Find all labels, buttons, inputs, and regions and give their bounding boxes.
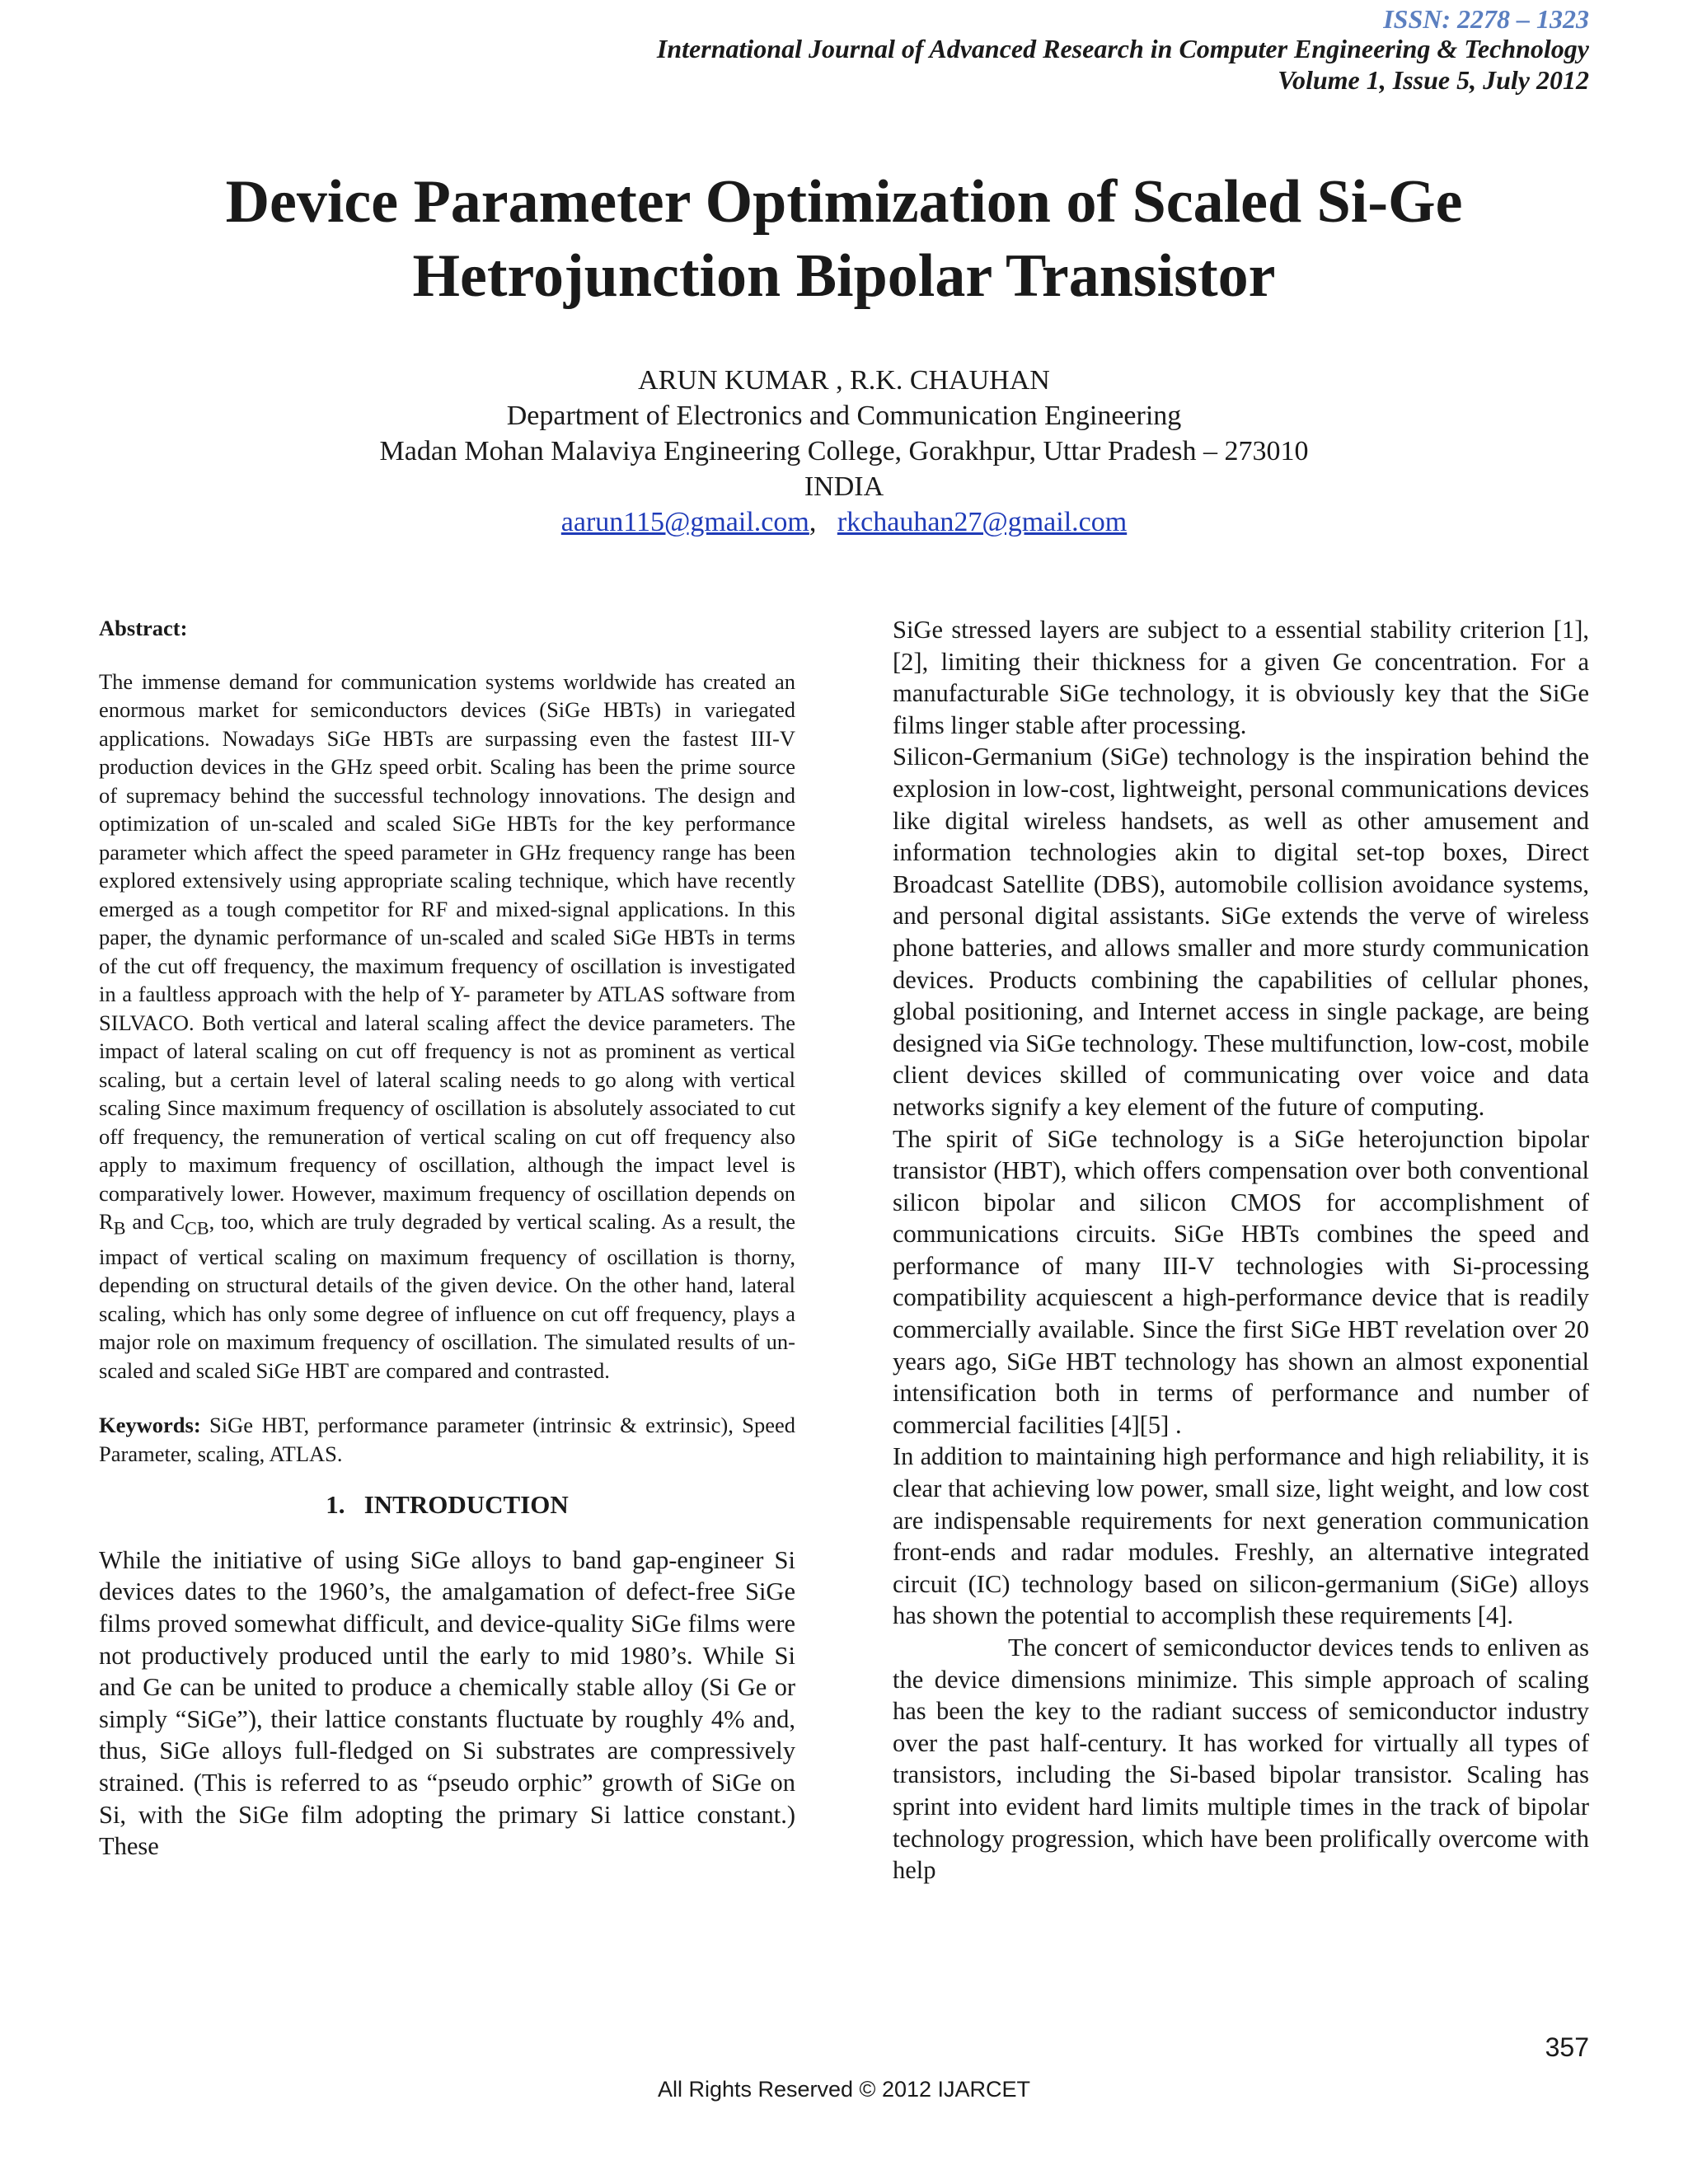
author-block	[99, 363, 1589, 540]
paper-title	[99, 165, 1589, 313]
volume-issue: Volume 1, Issue 5, July 2012	[1278, 65, 1589, 95]
keywords	[99, 1411, 795, 1468]
title-line-1: Device Parameter Optimization of Scaled Si-Ge	[225, 168, 1463, 236]
left-column	[99, 614, 795, 1863]
body-paragraph: The spirit of SiGe technology is a SiGe heterojunction bipolar transistor (HBT), which offers compensation over both conventional silicon bipolar and silicon CMOS for accomplishment of communications circuits. SiGe HBTs combines the speed and performance of many III-V technologies with Si-processing compatibility acquiescent a high-performance device that is readily commercially available. Since the first SiGe HBT revelation over 20 years ago, SiGe HBT technology has shown an almost exponential intensification both in terms of performance and number of commercial facilities [4][5] .	[893, 1124, 1589, 1439]
subscript-cb: CB	[185, 1217, 209, 1239]
journal-name: International Journal of Advanced Research in Computer Engineering & Technology	[656, 34, 1589, 63]
issn-header: ISSN: 2278 – 1323	[1383, 4, 1589, 34]
abstract-heading: Abstract:	[99, 616, 188, 640]
intro-paragraph: While the initiative of using SiGe alloys to band gap-engineer Si devices dates to the 1960’s, the amalgamation of defect-free SiGe films proved somewhat difficult, and device-quality SiGe films were not productively produced until the early to mid 1980’s. While Si and Ge can be united to produce a chemically stable alloy (Si Ge or simply “SiGe”), their lattice constants fluctuate by roughly 4% and, thus, SiGe alloys full-fledged on Si substrates are compressively strained. (This is referred to as “pseudo orphic” growth of SiGe on Si, with the SiGe film adopting the primary Si lattice constant.) These	[99, 1545, 795, 1861]
section-heading-introduction: 1. INTRODUCTION	[326, 1490, 569, 1520]
right-column	[893, 614, 1589, 1886]
abstract-text-and: and C	[125, 1209, 185, 1234]
email-separator: ,	[809, 507, 817, 537]
keywords-label: Keywords:	[99, 1413, 201, 1438]
title-line-2: Hetrojunction Bipolar Transistor	[412, 242, 1276, 310]
email-link-1[interactable]: aarun115@gmail.com	[560, 507, 809, 537]
body-paragraph: The concert of semiconductor devices tends to enliven as the device dimensions minimize. This simple approach of scaling has been the key to the radiant success of semiconductor industry over the past half-century. It has worked for virtually all types of transistors, including the Si-based bipolar transistor. Scaling has sprint into evident hard limits multiple times in the track of bipolar technology progression, which have been prolifically overcome with help	[893, 1633, 1589, 1885]
body-paragraph: In addition to maintaining high performance and high reliability, it is clear that achieving low power, small size, light weight, and low cost are indispensable requirements for next generation communication front-ends and radar modules. Freshly, an alternative integrated circuit (IC) technology based on silicon-germanium (SiGe) alloys has shown the potential to accomplish these requirements [4].	[893, 1442, 1589, 1630]
author-college: Madan Mohan Malaviya Engineering College, Gorakhpur, Uttar Pradesh – 273010	[379, 436, 1309, 466]
author-names: ARUN KUMAR , R.K. CHAUHAN	[638, 365, 1050, 396]
abstract-text	[99, 668, 795, 1385]
author-department: Department of Electronics and Communication Engineering	[506, 401, 1182, 431]
author-country: INDIA	[804, 471, 884, 502]
abstract-text-part2: , too, which are truly degraded by vertical scaling. As a result, the impact of vertical scaling on maximum frequency of oscillation is thorny, depending on structural details of the given device. On the other hand, lateral scaling, which has only some degree of influence on cut off frequency, plays a major role on maximum frequency of oscillation. The simulated results of un-scaled and scaled SiGe HBT are compared and contrasted.	[99, 1209, 795, 1383]
author-emails	[99, 504, 1589, 540]
subscript-b: B	[113, 1217, 126, 1239]
page-number: 357	[1545, 2032, 1589, 2062]
keywords-text: SiGe HBT, performance parameter (intrinsic & extrinsic), Speed Parameter, scaling, ATLAS.	[99, 1413, 795, 1466]
body-paragraph: Silicon-Germanium (SiGe) technology is the inspiration behind the explosion in low-cost, lightweight, personal communications devices like digital wireless handsets, as well as other amusement and information technologies akin to digital set-top boxes, Direct Broadcast Satellite (DBS), automobile collision avoidance systems, and personal digital assistants. SiGe extends the verve of wireless phone batteries, and allows smaller and more sturdy communication devices. Products combining the capabilities of cellular phones, global positioning, and Internet access in single package, are being designed via SiGe technology. These multifunction, low-cost, mobile client devices skilled of communicating over voice and data networks signify a key element of the future of computing.	[893, 743, 1589, 1121]
abstract-text-part1: The immense demand for communication systems worldwide has created an enormous market for semiconductors devices (SiGe HBTs) in variegated applications. Nowadays SiGe HBTs are surpassing even the fastest III-V production devices in the GHz speed orbit. Scaling has been the prime source of supremacy behind the successful technology innovations. The design and optimization of un-scaled and scaled SiGe HBTs for the key performance parameter which affect the speed parameter in GHz frequency range has been explored extensively using appropriate scaling technique, which have recently emerged as a tough competitor for RF and mixed-signal applications. In this paper, the dynamic performance of un-scaled and scaled SiGe HBTs in terms of the cut off frequency, the maximum frequency of oscillation is investigated in a faultless approach with the help of Y- parameter by ATLAS software from SILVACO. Both vertical and lateral scaling affect the device parameters. The impact of lateral scaling on cut off frequency is not as prominent as vertical scaling, but a certain level of lateral scaling needs to go along with vertical scaling Since maximum frequency of oscillation is absolutely associated to cut off frequency, the remuneration of vertical scaling on cut off frequency also apply to maximum frequency of oscillation, although the impact level is comparatively lower. However, maximum frequency of oscillation depends on R	[99, 668, 795, 1234]
body-paragraph: SiGe stressed layers are subject to a essential stability criterion [1], [2], limiting their thickness for a given Ge concentration. For a manufacturable SiGe technology, it is obviously key that the SiGe films linger stable after processing.	[893, 616, 1589, 739]
footer-copyright: All Rights Reserved © 2012 IJARCET	[657, 2077, 1031, 2102]
email-link-2[interactable]: rkchauhan27@gmail.com	[837, 507, 1128, 537]
